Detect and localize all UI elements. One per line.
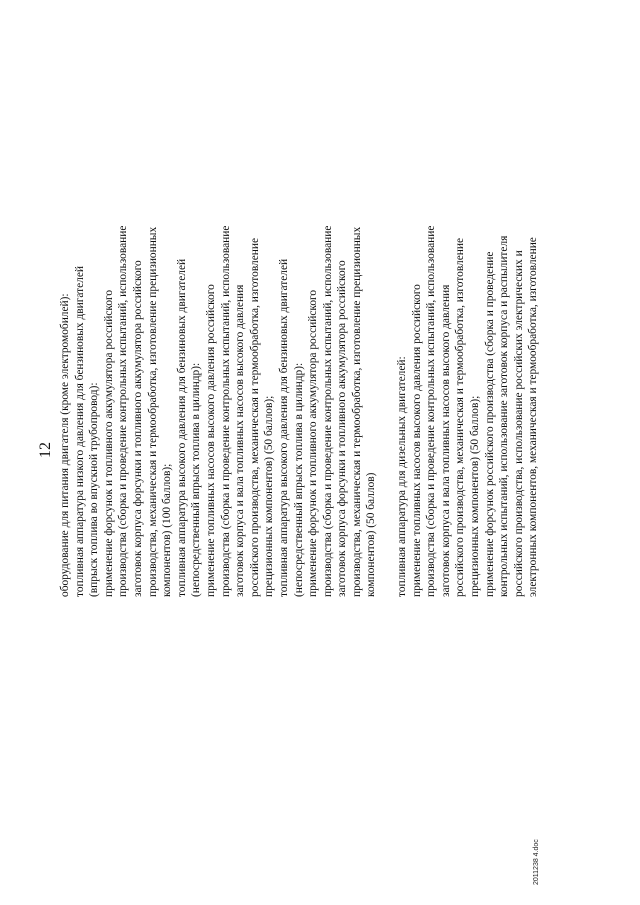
text-line: применение форсунок и топливного аккумулятора российского	[102, 289, 115, 597]
rotated-page-content	[36, 15, 556, 885]
text-line: оборудование для питания двигателя (кроме электромобилей):	[59, 293, 71, 597]
text-line: (непосредственный впрыск топлива в цилиндр):	[292, 362, 305, 597]
text-line: производства, механическая и термообработка, изготовление прецизионных	[350, 226, 363, 597]
body-text	[58, 37, 541, 597]
text-line: применение топливных насосов высокого давления российского	[204, 284, 217, 597]
text-line: компонентов) (50 баллов)	[365, 472, 378, 597]
text-line: применение форсунок и топливного аккумулятора российского	[307, 289, 320, 597]
text-line: производства, механическая и термообработка, изготовление прецизионных	[146, 226, 159, 597]
footer-filename: 2011238 4.doc	[533, 839, 540, 885]
text-line: заготовок корпуса форсунки и топливного аккумулятора российского	[336, 260, 349, 597]
text-line: российского производства, использование российских электрических и	[512, 250, 525, 597]
text-line: топливная аппаратура для дизельных двигателей:	[396, 356, 409, 597]
page-number: 12	[37, 442, 54, 458]
text-line: топливная аппаратура низкого давления для бензиновых двигателей	[73, 265, 86, 597]
text-line: компонентов) (100 баллов);	[161, 463, 174, 597]
text-line: электронных компонентов, механическая и термообработка, изготовление	[527, 237, 540, 597]
text-line: производства (сборка и проведение контрольных испытаний, использование	[117, 225, 130, 597]
text-line: (впрыск топлива во впускной трубопровод):	[88, 382, 101, 597]
text-line: производства (сборка и проведение контрольных испытаний, использование	[321, 225, 334, 597]
text-line: (непосредственный впрыск топлива в цилиндр):	[190, 362, 203, 597]
text-line: производства (сборка и проведение контрольных испытаний, использование	[219, 225, 232, 597]
text-line: прецизионных компонентов) (50 баллов);	[263, 395, 276, 597]
text-line: топливная аппаратура высокого давления для бензиновых двигателей	[175, 258, 188, 597]
text-line: российского производства, механическая и термообработка, изготовление	[454, 237, 467, 597]
text-line: применение топливных насосов высокого давления российского	[410, 284, 423, 597]
text-line: заготовок корпуса и вала топливных насосов высокого давления	[234, 284, 247, 597]
paragraph-gap	[379, 37, 395, 597]
text-line: заготовок корпуса форсунки и топливного аккумулятора российского	[131, 260, 144, 597]
text-line: производства (сборка и проведение контрольных испытаний, использование	[425, 225, 438, 597]
text-line: контрольных испытаний, использование заготовок корпуса и распылителя	[498, 235, 511, 597]
text-line: применение форсунок российского производства (сборка и проведение	[483, 251, 496, 597]
text-line: российского производства, механическая и термообработка, изготовление	[248, 237, 261, 597]
text-line: прецизионных компонентов) (50 баллов);	[469, 395, 482, 597]
text-line: заготовок корпуса и вала топливных насосов высокого давления	[439, 284, 452, 597]
text-line: топливная аппаратура высокого давления для бензиновых двигателей	[277, 258, 290, 597]
